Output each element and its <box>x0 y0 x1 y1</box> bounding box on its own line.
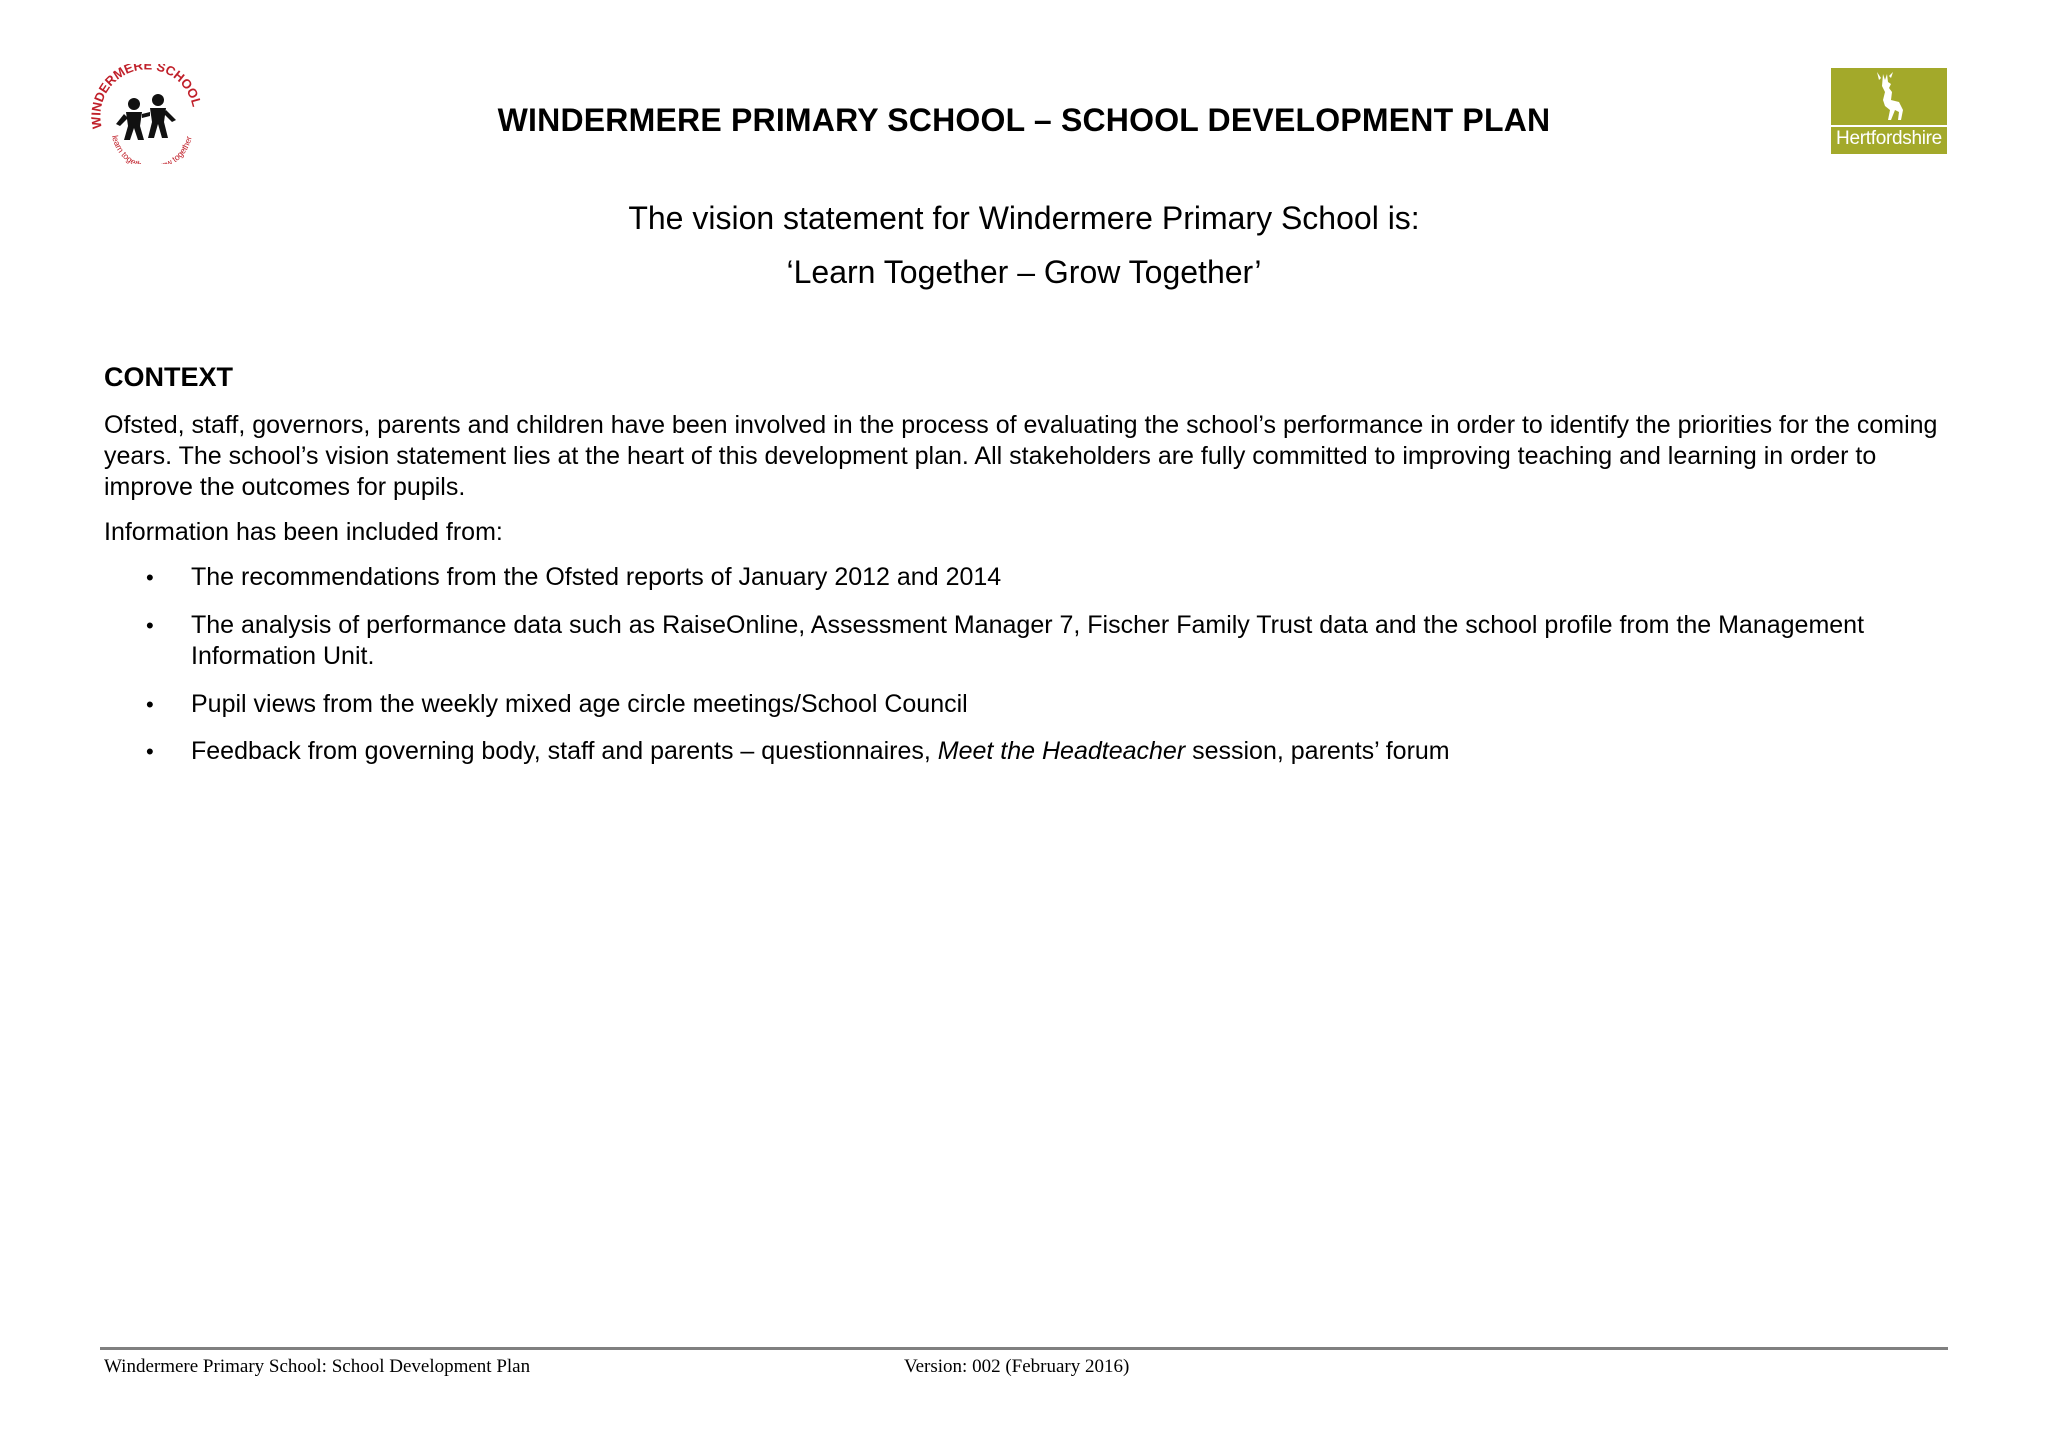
context-paragraph: Ofsted, staff, governors, parents and children have been involved in the process of evaluating the school’s performance in order to identify the priorities for the coming years. The school’s vision statement lies at the heart of this development plan. All stakeholders are fully committed to improving teaching and learning in order to improve the outcomes for pupils. <box>104 411 1938 501</box>
bullet-icon: • <box>146 739 154 764</box>
bullet-icon: • <box>146 692 154 717</box>
information-intro: Information has been included from: <box>104 518 503 546</box>
footer-version: Version: 002 (February 2016) <box>904 1356 1130 1377</box>
vision-motto: ‘Learn Together – Grow Together’ <box>786 254 1262 290</box>
logo-ring-text-bottom: learn toget w together <box>110 134 194 164</box>
hertfordshire-logo-text: Hertfordshire <box>1836 128 1942 149</box>
bullet-icon: • <box>146 565 154 590</box>
logo-ring-text-top: WINDERMERE SCHOOL <box>88 64 205 130</box>
footer-document-name: Windermere Primary School: School Development Plan <box>104 1356 531 1377</box>
list-item-text: The recommendations from the Ofsted reports of January 2012 and 2014 <box>191 563 1002 591</box>
list-item-text-italic: Meet the Headteacher <box>937 737 1186 765</box>
list-item-text: The analysis of performance data such as RaiseOnline, Assessment Manager 7, Fischer Family Trust data and the school profile from the Management Information Unit. <box>191 611 1865 670</box>
context-heading: CONTEXT <box>104 362 234 392</box>
vision-statement: The vision statement for Windermere Primary School is: <box>628 200 1420 236</box>
bullet-icon: • <box>146 613 154 638</box>
document-title: WINDERMERE PRIMARY SCHOOL – SCHOOL DEVELOPMENT PLAN <box>497 102 1551 138</box>
list-item-text-before: Feedback from governing body, staff and parents – questionnaires, <box>191 737 938 765</box>
list-item-text-after: session, parents’ forum <box>1185 737 1450 765</box>
footer-divider <box>100 1347 1948 1350</box>
list-item-text <box>191 736 1891 767</box>
list-item-text: Pupil views from the weekly mixed age circle meetings/School Council <box>191 690 968 718</box>
